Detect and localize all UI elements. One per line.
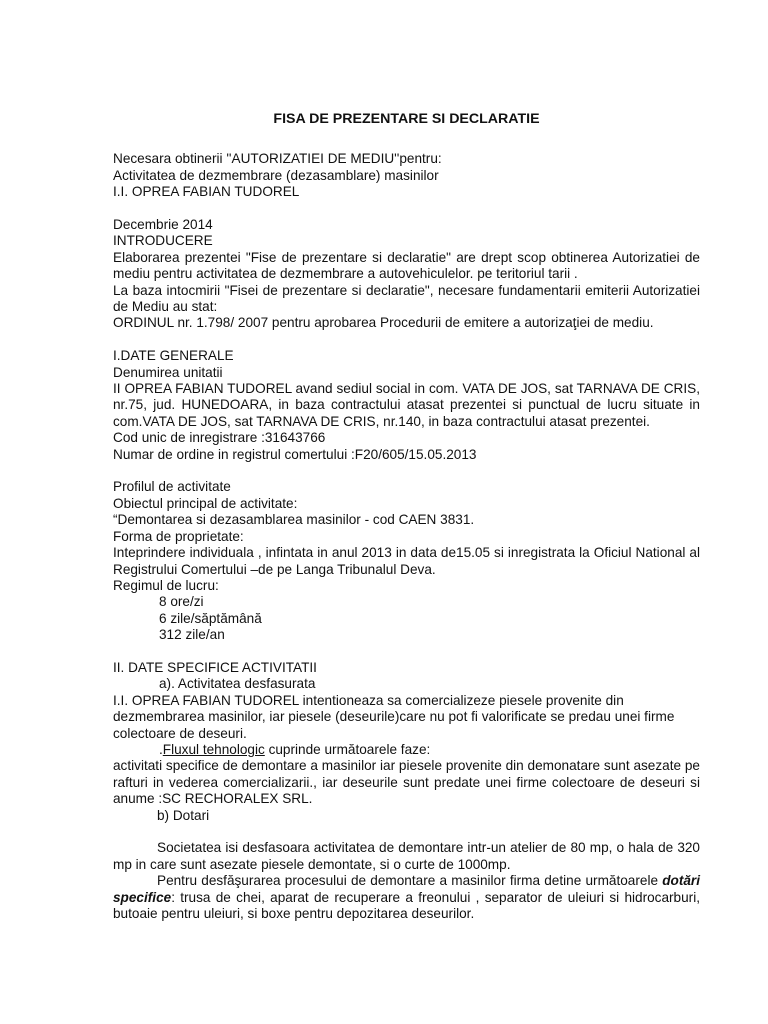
obiect-label: Obiectul principal de activitate: [113,495,298,511]
forma-label: Forma de proprietate: [113,528,244,544]
forma-paragraph: Inteprindere individuala , infintata in anul 2013 in data de15.05 si inregistrata la Oficiul National al Registrului Comertului –de pe Langa Tribunalul Deva. [113,545,700,577]
regim-item: 312 zile/an [159,627,225,643]
intro-line: Necesara obtinerii ''AUTORIZATIEI DE MEDIU''pentru: [113,151,442,167]
activitate-paragraph: I.I. OPREA FABIAN TUDOREL intentioneaza sa comercializeze piesele provenite din dezmembrarea masinilor, iar piesele (deseurile)care nu pot fi valorificate se predau unei firme colectoare de deseuri. [113,692,675,741]
intro-paragraph: ORDINUL nr. 1.798/ 2007 pentru aprobarea Procedurii de emitere a autorizaţiei de mediu. [113,315,654,331]
denumire-paragraph: II OPREA FABIAN TUDOREL avand sediul social in com. VATA DE JOS, sat TARNAVA DE CRIS, nr.75, jud. HUNEDOARA, in baza contractului atasat prezentei si punctual de lucru situate in com.VATA DE JOS, sat TARNAVA DE CRIS, nr.140, in baza contractului atasat prezentei. [113,381,700,429]
document-body [113,111,700,922]
flux-rest: cuprinde următoarele faze: [264,741,431,757]
flux-paragraph: activitati specifice de demontare a masinilor iar piesele provenite din demonatare sunt asezate pe rafturi in vederea comercializarii., iar deseurile sunt predate unei firme colectoare de deseuri si anume :SC RECHORALEX SRL. [113,758,700,807]
section-heading-date-generale: I.DATE GENERALE [113,348,234,364]
dotari-text-start: Pentru desfăşurarea procesului de demontare a masinilor firma detine următoarele [157,873,663,889]
denumire-label: Denumirea unitatii [113,364,223,380]
flux-tehnologic-underlined: Fluxul tehnologic [162,741,265,757]
document-date: Decembrie 2014 [113,217,213,233]
subsection-b: b) Dotari [157,807,210,823]
cui-line: Cod unic de inregistrare :31643766 [113,430,326,446]
reg-com-line: Numar de ordine in registrul comertului :F20/605/15.05.2013 [113,446,477,462]
dotari-specifice-bold: dotări specifice [113,873,700,905]
subsection-a: a). Activitatea desfasurata [159,676,316,692]
profil-heading: Profilul de activitate [113,479,231,495]
dotari-text-end: : trusa de chei, aparat de recuperare a freonului , separator de uleiuri si hidrocarburi, butoaie pentru uleiuri, si boxe pentru depozitarea deseurilor. [113,889,700,922]
regim-label: Regimul de lucru: [113,577,219,593]
intro-line: Activitatea de dezmembrare (dezasamblare) masinilor [113,167,439,183]
section-heading-date-specifice: II. DATE SPECIFICE ACTIVITATII [113,659,317,675]
regim-item: 6 zile/săptămână [159,610,262,626]
intro-line: I.I. OPREA FABIAN TUDOREL [113,184,300,200]
flux-line [113,742,700,758]
dotari-paragraph: Societatea isi desfasoara activitatea de demontare intr-un atelier de 80 mp, o hala de 320 mp in care sunt asezate piesele demontate, si o curte de 1000mp. [113,840,700,872]
flux-prefix: . [159,741,163,757]
document-title: FISA DE PREZENTARE SI DECLARATIE [273,111,540,127]
regim-item: 8 ore/zi [159,594,204,610]
intro-paragraph: Elaborarea prezentei "Fise de prezentare si declaratie" are drept scop obtinerea Autorizatiei de mediu pentru activitatea de dezmembrare a autovehiculelor. pe teritoriul tarii . [113,249,700,282]
introducere-heading: INTRODUCERE [113,233,213,249]
intro-paragraph: La baza intocmirii "Fisei de prezentare si declaratie", necesare fundamentarii emiterii Autorizatiei de Mediu au stat: [113,282,700,315]
dotari-paragraph-2 [113,873,700,922]
obiect-value: “Demontarea si dezasamblarea masinilor - cod CAEN 3831. [113,512,475,528]
